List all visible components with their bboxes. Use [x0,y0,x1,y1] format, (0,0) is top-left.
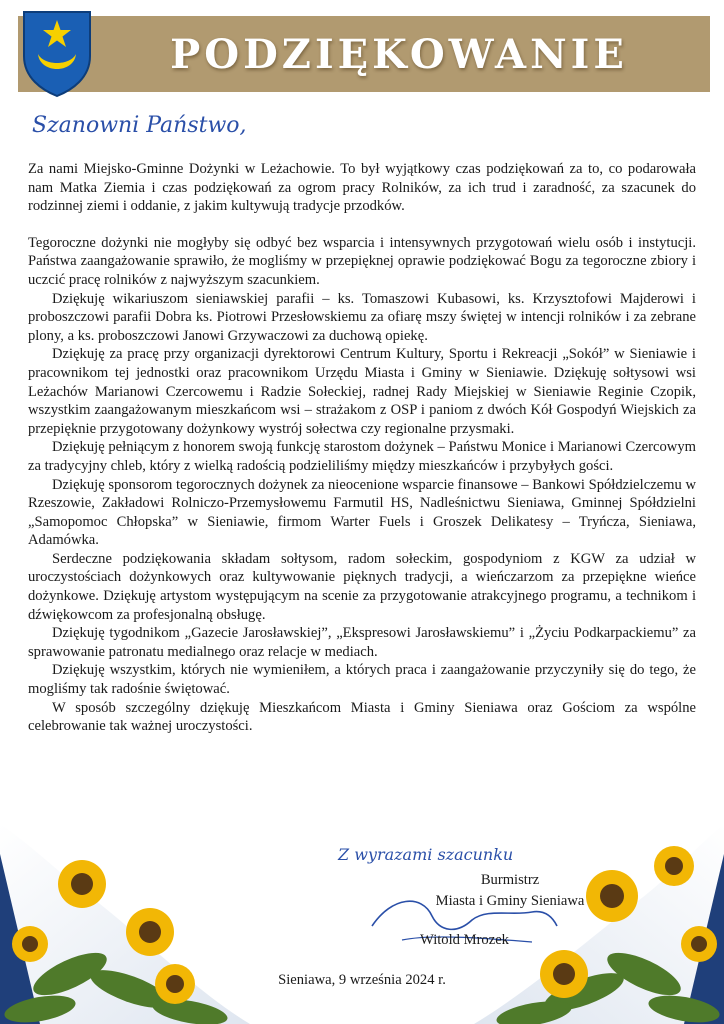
signer-name: Witold Mrozek [420,932,509,948]
paragraph-intro: Za nami Miejsko-Gminne Dożynki w Leżachowie. To był wyjątkowy czas podziękowań za to, co podarowała nam Matka Ziemia i czas podziękowań za ogrom pracy Rolników, za ich trud i zaradność, za szacunek do rodzinnej ziemi i oddanie, z jakim kultywują tradycje przodków. [28,161,696,215]
paragraph-media: Dziękuję tygodnikom „Gazecie Jarosławskiej”, „Ekspresowi Jarosławskiemu” i „Życiu Podkarpackiemu” za sprawowanie patronatu medialnego oraz relacje w mediach. [28,625,696,660]
paragraph-starosts: Dziękuję pełniącym z honorem swoją funkcję starostom dożynek – Państwu Monice i Marianowi Czercowym za tradycyjny chleb, który z wielką radością podzieliliśmy między mieszkańców i przybyłych gości. [28,439,696,474]
paragraph-residents: W sposób szczególny dziękuję Mieszkańcom Miasta i Gminy Sieniawa oraz Gościom za wspólne celebrowanie tak ważnej uroczystości. [28,699,696,735]
greeting-text: Szanowni Państwo, [32,113,247,138]
paragraph-organizers: Dziękuję za pracę przy organizacji dyrektorowi Centrum Kultury, Sportu i Rekreacji „Sokół” w Sieniawie i pracownikom tej jednostki oraz pracownikom Urzędu Miasta i Gminy w Sieniawie. Dziękuję sołtysowi wsi Leżachów Marianowi Czercowemu i Radzie Sołeckiej, radnej Rady Miejskiej w Sieniawie Reginie Czopik, wszystkim zaangażowanym mieszkańcom wsi – strażakom z OSP i paniom z dwóch Kół Gospodyń Wiejskich za przepięknie przygotowany dożynkowy wystrój sołectwa czy regionalne przysmaki. [28,346,696,437]
coat-of-arms-icon [20,8,94,98]
paragraph-village-heads: Serdeczne podziękowania składam sołtysom, radom sołeckim, gospodyniom z KGW za udział w uroczystościach dożynkowych oraz kultywowanie pięknych tradycji, a wieńczarzom za przepiękne wieńce dożynkowe. Dziękuję artystom występującym na scenie za przygotowanie atrakcyjnego programu, a technikom i dźwiękowcom za profesjonalną obsługę. [28,550,696,623]
signer-role: Burmistrz [480,872,540,888]
paragraph-sponsors: Dziękuję sponsorom tegorocznych dożynek za nieocenione wsparcie finansowe – Bankowi Spółdzielczemu w Rzeszowie, Zakładowi Rolniczo-Przemysłowemu Farmutil HS, Nadleśnictwu Sieniawa, Gminnej Spółdzielni „Samopomoc Chłopska” w Sieniawie, firmom Warter Fuels i Groszek Delikatesy – Tryńcza, Sieniawa, Adamówka. [28,476,696,549]
paragraph-everyone: Dziękuję wszystkim, których nie wymieniłem, a których praca i zaangażowanie przyczyniły się do tego, że mogliśmy tak radośnie świętować. [28,662,696,698]
document-title: PODZIĘKOWANIE [170,30,628,78]
header-band [18,16,710,92]
handwritten-closing [336,836,586,870]
place-and-date: Sieniawa, 9 września 2024 r. [278,972,446,988]
signer-office: Miasta i Gminy Sieniawa [435,893,585,909]
handwritten-greeting [30,104,290,144]
paragraph-clergy: Dziękuję wikariuszom sieniawskiej parafii – ks. Tomaszowi Kubasowi, ks. Krzysztofowi Majderowi i proboszczowi parafii Dobra ks. Piotrowi Przesłowskiemu za ofiarę mszy świętej w intencji rolników i za zebrane plony, a ks. proboszczowi Janowi Grzywaczowi za duchową opiekę. [28,290,696,344]
closing-text: Z wyrazami szacunku [338,845,514,864]
sunflowers-left-decoration [0,824,250,1024]
letter-body [28,160,696,736]
paragraph-support: Tegoroczne dożynki nie mogłyby się odbyć bez wsparcia i intensywnych przygotowań wielu osób i instytucji. Państwa zaangażowanie sprawiło, że mogliśmy w przepięknej oprawie podziękować Bogu za tegoroczne zbiory i uczcić pracę rolników z najwyższym szacunkiem. [28,234,696,288]
